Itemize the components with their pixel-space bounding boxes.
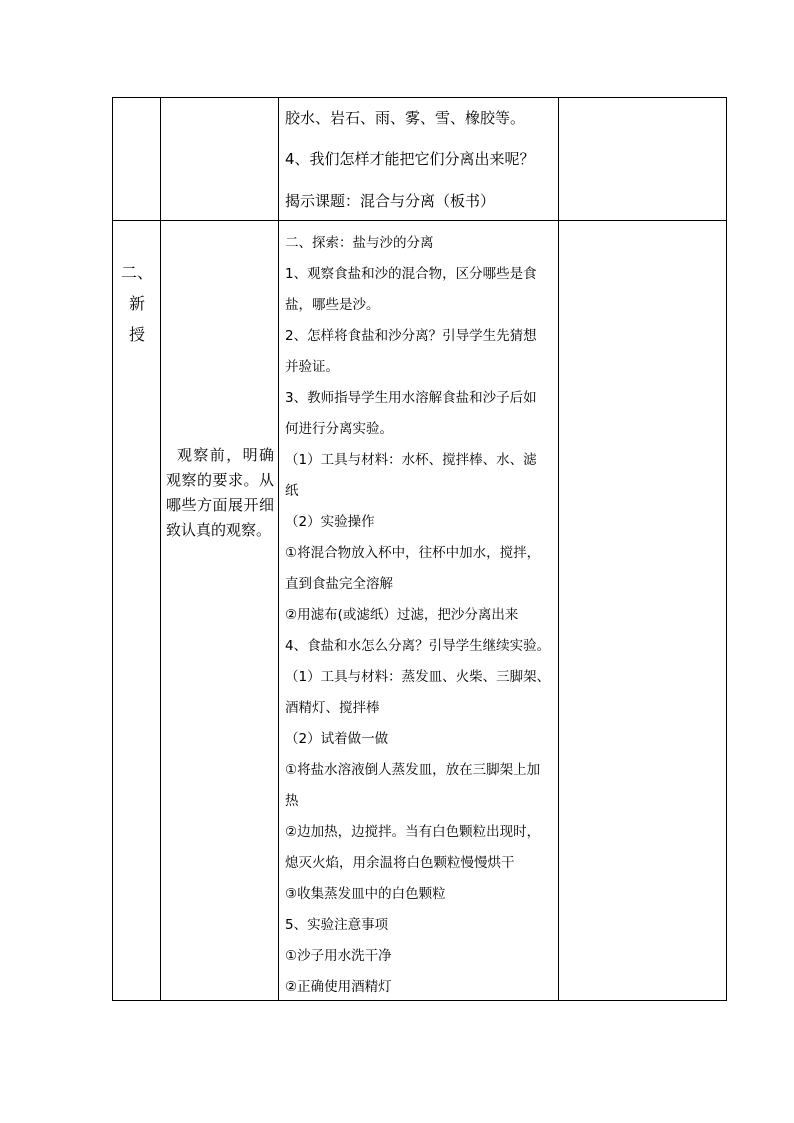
- table-left-border: [112, 97, 113, 1001]
- content-line-6: 3、教师指导学生用水溶解食盐和沙子后如: [285, 390, 537, 406]
- column-divider-3: [558, 97, 559, 1001]
- stage-label-2: 新: [128, 294, 145, 313]
- content-line-3: 盐，哪些是沙。: [285, 297, 380, 313]
- column-divider-2: [278, 97, 279, 1001]
- row1-line-2: 4、我们怎样才能把它们分离出来呢？: [285, 150, 535, 168]
- table-bottom-border: [112, 1000, 727, 1001]
- stage-label-3: 授: [128, 325, 145, 344]
- design-note: 观察前，明确观察的要求。从哪些方面展开细致认真的观察。: [166, 446, 274, 539]
- table-right-border: [726, 97, 727, 1001]
- column-divider-1: [160, 97, 161, 1001]
- content-line-11: ①将混合物放入杯中，往杯中加水，搅拌，: [285, 545, 541, 561]
- content-line-10: （2）实验操作: [285, 514, 375, 530]
- content-line-21: 熄灭火焰，用余温将白色颗粒慢慢烘干: [285, 855, 515, 871]
- row-divider: [112, 220, 727, 221]
- content-line-5: 并验证。: [285, 359, 339, 375]
- content-line-1: 二、探索：盐与沙的分离: [285, 235, 434, 251]
- content-line-16: 酒精灯、搅拌棒: [285, 700, 380, 716]
- content-line-12: 直到食盐完全溶解: [285, 576, 393, 592]
- row1-line-3: 揭示课题：混合与分离（板书）: [285, 192, 496, 210]
- content-line-15: （1）工具与材料：蒸发皿、火柴、三脚架、: [285, 669, 551, 685]
- content-line-7: 何进行分离实验。: [285, 421, 393, 437]
- content-line-20: ②边加热，边搅拌。当有白色颗粒出现时，: [285, 824, 541, 840]
- table-top-border: [112, 97, 727, 98]
- content-line-19: 热: [285, 793, 299, 809]
- content-line-22: ③收集蒸发皿中的白色颗粒: [285, 886, 446, 902]
- content-line-9: 纸: [285, 483, 299, 499]
- content-line-13: ②用滤布(或滤纸）过滤，把沙分离出来: [285, 607, 519, 623]
- content-line-17: （2）试着做一做: [285, 731, 389, 747]
- content-line-14: 4、食盐和水怎么分离？引导学生继续实验。: [285, 638, 551, 654]
- row1-line-1: 胶水、岩石、雨、雾、雪、橡胶等。: [285, 109, 526, 127]
- content-line-2: 1、观察食盐和沙的混合物，区分哪些是食: [285, 266, 537, 282]
- content-line-4: 2、怎样将食盐和沙分离？引导学生先猜想: [285, 328, 537, 344]
- content-line-25: ②正确使用酒精灯: [285, 979, 392, 995]
- content-line-23: 5、实验注意事项: [285, 917, 389, 933]
- content-line-18: ①将盐水溶液倒人蒸发皿，放在三脚架上加: [285, 762, 541, 778]
- content-line-24: ①沙子用水洗干净: [285, 948, 392, 964]
- content-line-8: （1）工具与材料：水杯、搅拌棒、水、滤: [285, 452, 537, 468]
- stage-label-1: 二、: [120, 263, 153, 282]
